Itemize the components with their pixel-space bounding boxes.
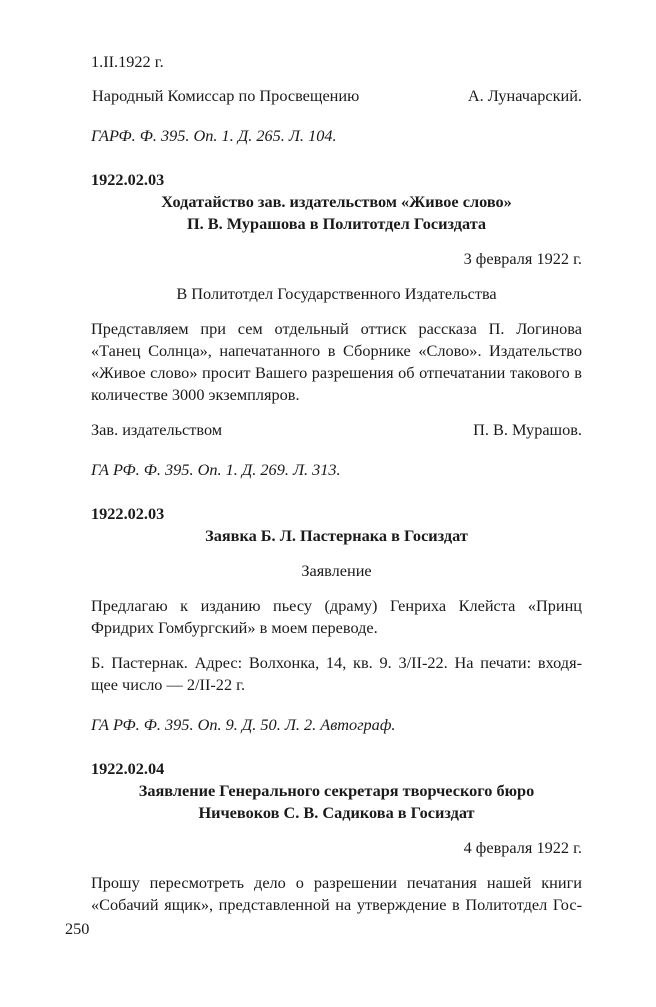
doc1-date: 3 февраля 1922 г.: [463, 249, 582, 268]
doc1-id: 1922.02.03: [91, 170, 165, 189]
doc1-title-line-1: Ходатайство зав. издательством «Живое слово»: [161, 192, 512, 211]
doc2-note-line-1: Б. Пастернак. Адрес: Волхонка, 14, кв. 9. 3/II-22. На печати: входя-: [91, 653, 582, 672]
doc3-date: 4 февраля 1922 г.: [463, 838, 582, 857]
signature-role: Зав. издательством: [91, 420, 223, 439]
doc2-body-line-2: Фридрих Гомбургский» в моем переводе.: [91, 618, 378, 637]
doc3-title-line-2: Ничевоков С. В. Садикова в Госиздат: [198, 803, 475, 822]
doc3-body-line-1: Прошу пересмотреть дело о разрешении печатания нашей книги: [91, 873, 582, 892]
doc3-body-line-2: «Собачий ящик», представленной на утверждение в Политотдел Гос-: [91, 895, 582, 914]
doc2-note-line-2: щее число — 2/II-22 г.: [91, 675, 246, 694]
prev-doc-signature: [91, 85, 582, 107]
page-number: 250: [65, 919, 90, 938]
doc2-title: Заявка Б. Л. Пастернака в Госиздат: [205, 526, 468, 545]
doc2-body-line-1: Предлагаю к изданию пьесу (драму) Генриха Клейста «Принц: [91, 596, 582, 615]
doc2-subtitle: Заявление: [301, 561, 372, 580]
prev-doc-archive-ref: ГАРФ. Ф. 395. Оп. 1. Д. 265. Л. 104.: [91, 126, 337, 145]
doc1-body-line-4: количестве 3000 экземпляров.: [91, 385, 300, 404]
doc2-archive-ref: ГА РФ. Ф. 395. Оп. 9. Д. 50. Л. 2. Автограф.: [91, 715, 396, 734]
doc1-archive-ref: ГА РФ. Ф. 395. Оп. 1. Д. 269. Л. 313.: [91, 460, 341, 479]
signature-name: А. Луначарский.: [467, 86, 582, 105]
signature-name: П. В. Мурашов.: [473, 420, 582, 439]
doc1-title-line-2: П. В. Мурашова в Политотдел Госиздата: [186, 214, 487, 233]
doc2-id: 1922.02.03: [91, 504, 165, 523]
doc1-body-line-2: «Танец Солнца», напечатанного в Сборнике «Слово». Издательство: [91, 341, 582, 360]
signature-role: Народный Комиссар по Просвещению: [92, 86, 360, 105]
doc1-signature: [91, 419, 582, 441]
doc3-title-line-1: Заявление Генерального секретаря творческого бюро: [138, 781, 535, 800]
doc3-id: 1922.02.04: [91, 759, 165, 778]
doc1-body-line-3: «Живое слово» просит Вашего разрешения об отпечатании такового в: [91, 363, 582, 382]
doc1-body-line-1: Представляем при сем отдельный оттиск рассказа П. Логинова: [91, 319, 582, 338]
prev-doc-date: 1.II.1922 г.: [91, 52, 164, 71]
doc1-addressee: В Политотдел Государственного Издательства: [176, 284, 497, 303]
